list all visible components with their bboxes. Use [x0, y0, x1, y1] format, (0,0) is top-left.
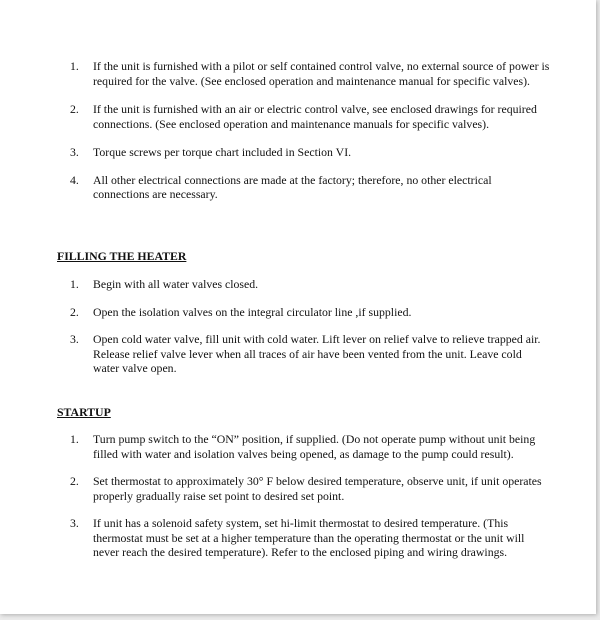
startup-heading: STARTUP: [57, 405, 111, 419]
item-text: If unit has a solenoid safety system, set hi-limit thermostat to desired temperature. (This thermostat must be set at a higher temperature than the operating thermostat or the unit will never reach the desired temperature). Refer to the enclosed piping and wiring drawings.: [93, 516, 525, 559]
item-text: All other electrical connections are made at the factory; therefore, no other electrical connections are necessary.: [93, 172, 492, 201]
list-item: [70, 516, 550, 560]
item-text: Set thermostat to approximately 30° F below desired temperature, observe unit, if unit operates properly gradually raise set point to desired set point.: [93, 474, 542, 503]
item-text: Open the isolation valves on the integral circulator line ,if supplied.: [93, 304, 412, 319]
filling-list: [70, 277, 550, 376]
item-text: If the unit is furnished with a pilot or self contained control valve, no external source of power is required for the valve. (See enclosed operation and maintenance manual for specific valves).: [93, 59, 550, 88]
list-item: [70, 332, 550, 376]
item-text: Open cold water valve, fill unit with cold water. Lift lever on relief valve to relieve trapped air. Release relief valve lever when all traces of air have been vented from the unit. Leave cold water valve open.: [93, 332, 541, 375]
list-item: [70, 173, 550, 202]
item-number: 3.: [70, 145, 79, 159]
list-item: [70, 305, 550, 320]
item-text: Torque screws per torque chart included in Section VI.: [93, 145, 352, 159]
item-number: 4.: [70, 172, 79, 187]
list-item: [70, 474, 550, 503]
list-item: [70, 432, 550, 461]
item-number: 1.: [70, 277, 79, 291]
item-number: 2.: [70, 474, 79, 488]
item-number: 2.: [70, 304, 79, 319]
list-item: [70, 277, 550, 292]
item-number: 3.: [70, 516, 79, 530]
item-text: If the unit is furnished with an air or electric control valve, see enclosed drawings for required connections. (See enclosed operation and maintenance manuals for specific valves).: [93, 102, 537, 131]
item-number: 2.: [70, 102, 79, 116]
item-number: 1.: [70, 432, 79, 446]
item-text: Turn pump switch to the “ON” position, if supplied. (Do not operate pump without unit being filled with water and isolation valves being opened, as damage to the pump could result).: [93, 432, 536, 461]
list-item: [70, 145, 550, 160]
item-text: Begin with all water valves closed.: [93, 277, 259, 291]
item-number: 3.: [70, 332, 79, 346]
list-item: [70, 59, 550, 88]
filling-heading: FILLING THE HEATER: [57, 249, 187, 263]
item-number: 1.: [70, 59, 79, 73]
list-item: [70, 102, 550, 131]
intro-list: [70, 59, 550, 202]
startup-list: [70, 432, 550, 560]
